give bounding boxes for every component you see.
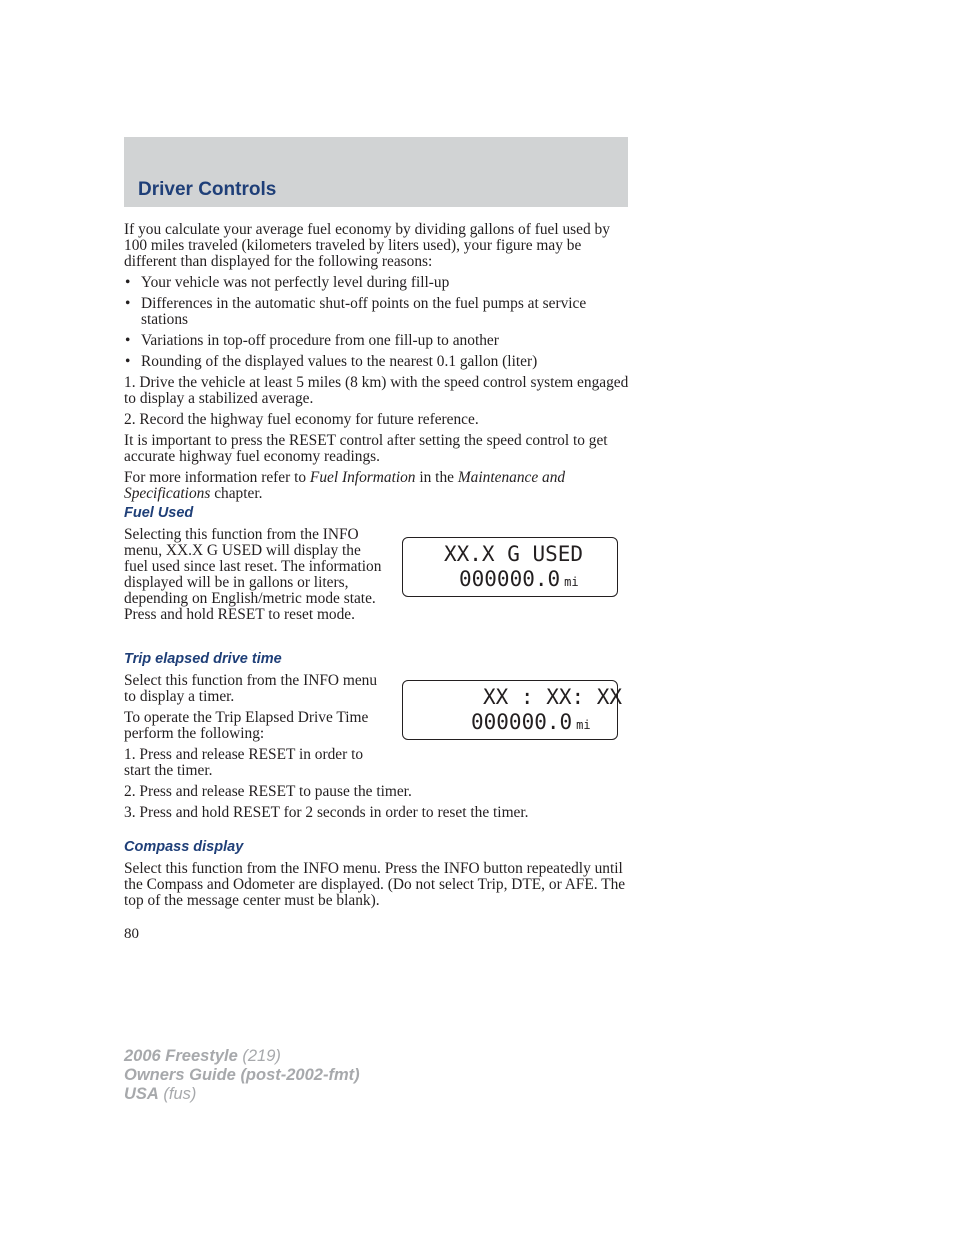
trip-time-display [402, 680, 623, 740]
trip-time-heading: Trip elapsed drive time [124, 651, 282, 667]
trip-time-p2: To operate the Trip Elapsed Drive Time perform the following: [124, 709, 369, 742]
list-item: • Your vehicle was not perfectly level during fill-up [125, 274, 450, 291]
footer-line-2: Owners Guide (post-2002-fmt) [124, 1066, 360, 1084]
trip-time-display-line1: XX : XX: XX [483, 685, 623, 709]
section-title: Driver Controls [138, 179, 277, 200]
list-item: • Rounding of the displayed values to the nearest 0.1 gallon (liter) [125, 353, 538, 370]
reasons-list [124, 275, 634, 370]
intro-section [124, 222, 634, 507]
compass-section [124, 838, 634, 914]
bullet-icon: • [125, 274, 131, 291]
fuel-used-display-line1: XX.X G USED [444, 542, 584, 566]
footer-line-1: 2006 Freestyle (219) [124, 1047, 281, 1065]
unit-label: mi [564, 575, 579, 589]
reset-note: It is important to press the RESET control after setting the speed control to get accurate highway fuel economy readings. [124, 432, 608, 465]
fuel-used-text: Selecting this function from the INFO menu, XX.X G USED will display the fuel used since last reset. The information displayed will be in gallons or liters, depending on English/metric mode state. Press and hold RESET to reset mode. [124, 526, 382, 623]
compass-heading: Compass display [124, 839, 244, 855]
section-header [124, 137, 628, 207]
fuel-information-ref: Fuel Information [309, 469, 416, 486]
unit-label: mi [576, 718, 591, 732]
list-item: • Differences in the automatic shut-off points on the fuel pumps at service stations [125, 295, 587, 328]
fuel-used-heading: Fuel Used [124, 505, 194, 521]
step-2: 2. Record the highway fuel economy for future reference. [124, 411, 479, 428]
list-item: • Variations in top-off procedure from one fill-up to another [125, 332, 499, 349]
maintenance-ref: Maintenance and Specifications [124, 469, 566, 502]
more-info: For more information refer to Fuel Information in the Maintenance and Specifications chapter. [124, 469, 566, 502]
trip-time-step-3: 3. Press and hold RESET for 2 seconds in order to reset the timer. [124, 804, 529, 821]
document-footer [124, 1047, 360, 1104]
page-number: 80 [124, 926, 139, 942]
step-1: 1. Drive the vehicle at least 5 miles (8 km) with the speed control system engaged to display a stabilized average. [124, 374, 629, 407]
trip-time-step-2: 2. Press and release RESET to pause the timer. [124, 783, 412, 800]
bullet-icon: • [125, 295, 131, 312]
bullet-icon: • [125, 353, 131, 370]
trip-time-display-line2: 000000.0 mi [471, 710, 591, 734]
compass-text: Select this function from the INFO menu. Press the INFO button repeatedly until the Compass and Odometer are displayed. (Do not select Trip, DTE, or AFE. The top of the message center must be blank). [124, 860, 626, 909]
trip-time-step-1: 1. Press and release RESET in order to start the timer. [124, 746, 364, 779]
intro-paragraph: If you calculate your average fuel economy by dividing gallons of fuel used by 100 miles traveled (kilometers traveled by liters used), your figure may be different than displayed for the following reasons: [124, 221, 610, 270]
trip-time-p1: Select this function from the INFO menu to display a timer. [124, 672, 378, 705]
footer-line-3: USA (fus) [124, 1085, 197, 1103]
fuel-used-display [402, 537, 618, 597]
fuel-used-display-line2: 000000.0 mi [459, 567, 579, 591]
bullet-icon: • [125, 332, 131, 349]
